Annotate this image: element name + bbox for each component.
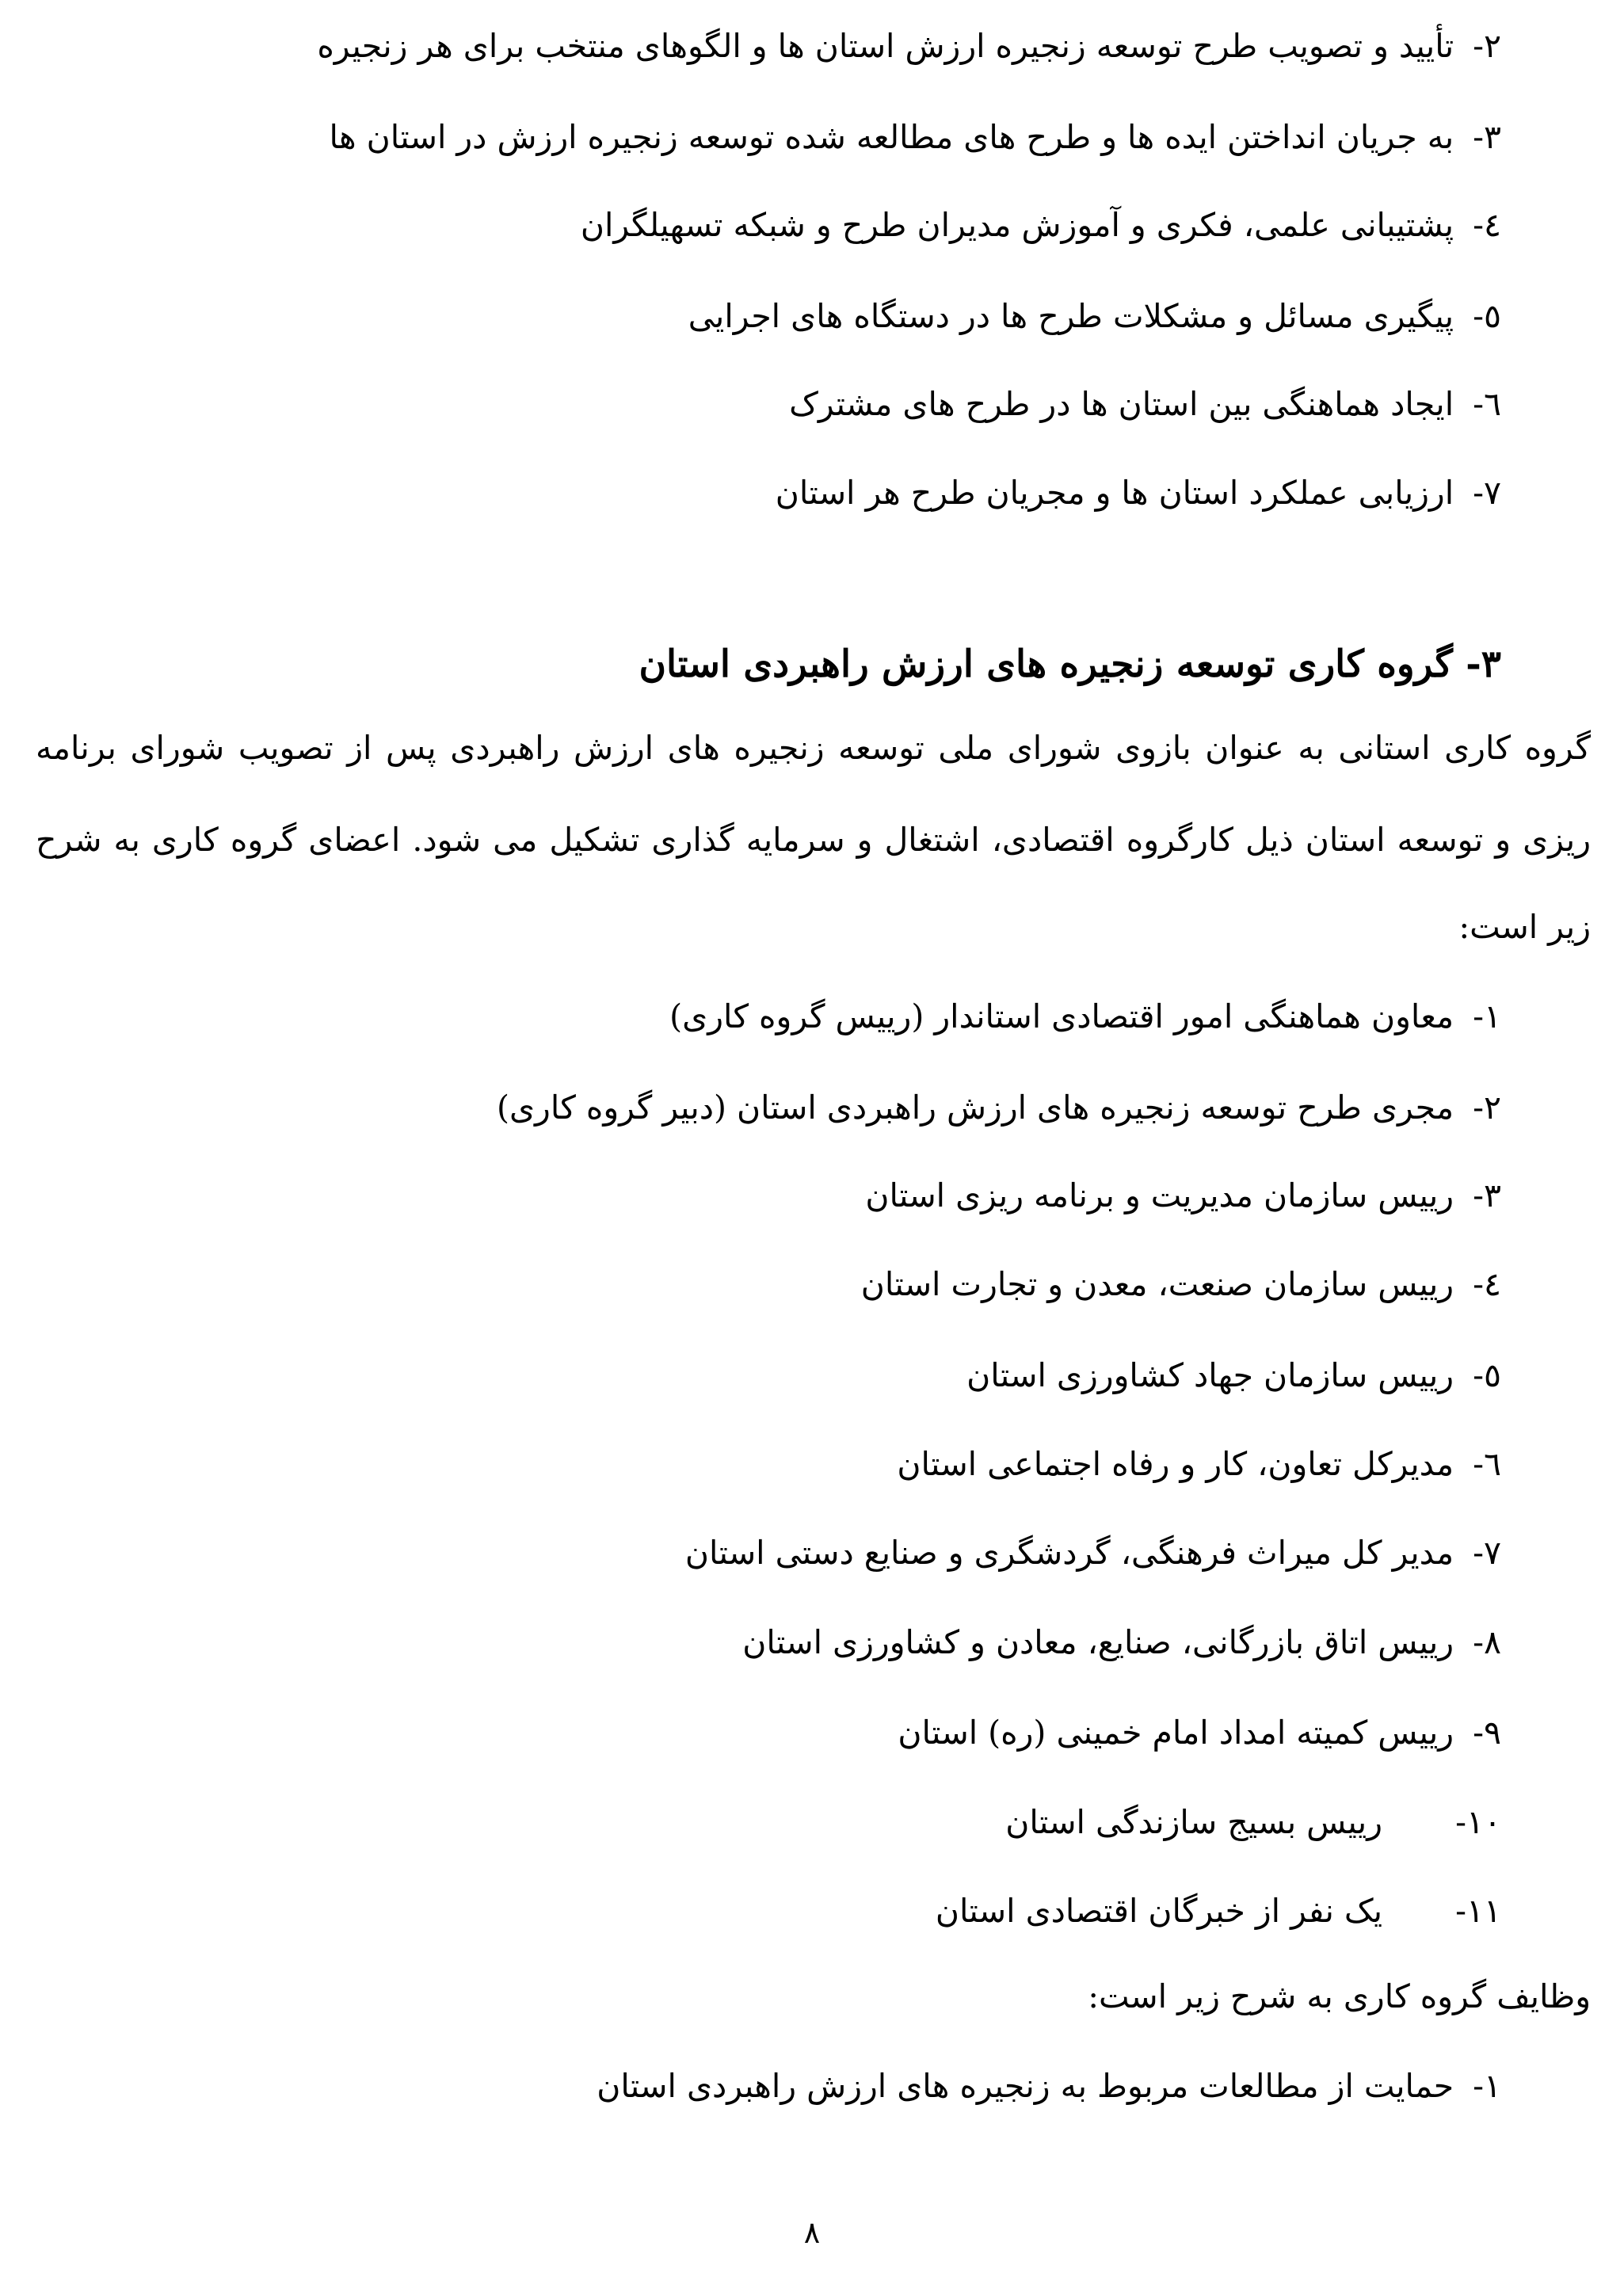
list-item bbox=[685, 1529, 1501, 1577]
list-item bbox=[597, 2062, 1501, 2110]
list-item-text: ایجاد هماهنگی بین استان ها در طرح های مشترک bbox=[789, 385, 1454, 423]
list-item-number: ۱- bbox=[1473, 997, 1501, 1035]
duties-intro: وظایف گروه کاری به شرح زیر است: bbox=[1088, 1977, 1591, 2015]
page-number: ۸ bbox=[803, 2215, 821, 2250]
list-item-text: پشتیبانی علمی، فکری و آموزش مدیران طرح و شبکه تسهیلگران bbox=[580, 206, 1454, 244]
list-item-text: پیگیری مسائل و مشکلات طرح ها در دستگاه های اجرایی bbox=[688, 297, 1454, 335]
list-item-text: مدیر کل میراث فرهنگی، گردشگری و صنایع دستی استان bbox=[684, 1534, 1454, 1572]
list-item-number: ٦- bbox=[1473, 1445, 1501, 1483]
list-item-text: رییس اتاق بازرگانی، صنایع، معادن و کشاورزی استان bbox=[742, 1623, 1454, 1661]
list-item bbox=[1005, 1798, 1501, 1846]
list-item bbox=[497, 1084, 1501, 1131]
list-item-number: ٨- bbox=[1473, 1623, 1501, 1661]
list-item bbox=[789, 380, 1501, 428]
list-item bbox=[897, 1440, 1501, 1488]
list-item-number: ٥- bbox=[1473, 1356, 1501, 1394]
list-item-text: مدیرکل تعاون، کار و رفاه اجتماعی استان bbox=[897, 1445, 1454, 1483]
list-item-text: مجری طرح توسعه زنجیره های ارزش راهبردی استان (دبیر گروه کاری) bbox=[496, 1089, 1454, 1127]
paragraph-line: ریزی و توسعه استان ذیل کارگروه اقتصادی، اشتغال و سرمایه گذاری تشکیل می شود. اعضای گروه کاری به شرح bbox=[36, 821, 1591, 859]
list-item-text: معاون هماهنگی امور اقتصادی استاندار (رییس گروه کاری) bbox=[669, 997, 1454, 1035]
list-item bbox=[776, 469, 1501, 517]
list-item bbox=[581, 201, 1501, 249]
paragraph-line: گروه کاری استانی به عنوان بازوی شورای ملی توسعه زنجیره های ارزش راهبردی پس از تصویب شورای برنامه bbox=[36, 729, 1591, 767]
list-item bbox=[317, 22, 1501, 70]
section-heading: ۳- گروه کاری توسعه زنجیره های ارزش راهبردی استان bbox=[639, 642, 1501, 686]
list-item-text: رییس سازمان صنعت، معدن و تجارت استان bbox=[860, 1265, 1454, 1303]
list-item-number: ٤- bbox=[1473, 206, 1501, 244]
list-item-text: رییس بسیج سازندگی استان bbox=[1005, 1803, 1382, 1841]
list-item-number: ۱۰- bbox=[1455, 1803, 1501, 1841]
list-item bbox=[669, 993, 1501, 1040]
list-item-number: ۱- bbox=[1473, 2067, 1501, 2105]
list-item-text: تأیید و تصویب طرح توسعه زنجیره ارزش استان ها و الگوهای منتخب برای هر زنجیره bbox=[317, 27, 1454, 65]
list-item-text: ارزیابی عملکرد استان ها و مجریان طرح هر استان bbox=[775, 474, 1454, 512]
list-item bbox=[966, 1352, 1501, 1399]
list-item bbox=[861, 1260, 1501, 1308]
list-item-number: ۲- bbox=[1473, 1089, 1501, 1127]
list-item-number: ٧- bbox=[1473, 1534, 1501, 1572]
list-item-number: ۱۱- bbox=[1455, 1892, 1501, 1930]
list-item-number: ٥- bbox=[1473, 297, 1501, 335]
list-item-text: رییس سازمان جهاد کشاورزی استان bbox=[966, 1356, 1454, 1394]
list-item bbox=[936, 1887, 1501, 1935]
list-item-text: رییس سازمان مدیریت و برنامه ریزی استان bbox=[865, 1176, 1454, 1214]
list-item-text: حمایت از مطالعات مربوط به زنجیره های ارزش راهبردی استان bbox=[597, 2067, 1454, 2105]
list-item bbox=[329, 113, 1501, 161]
list-item-text: رییس کمیته امداد امام خمینی (ره) استان bbox=[898, 1714, 1454, 1752]
list-item bbox=[742, 1619, 1501, 1666]
list-item-text: به جریان انداختن ایده ها و طرح های مطالعه شده توسعه زنجیره ارزش در استان ها bbox=[329, 118, 1454, 156]
list-item-number: ۲- bbox=[1473, 27, 1501, 65]
list-item bbox=[688, 292, 1501, 340]
list-item bbox=[865, 1172, 1501, 1219]
list-item-text: یک نفر از خبرگان اقتصادی استان bbox=[935, 1892, 1382, 1930]
list-item bbox=[898, 1709, 1501, 1756]
paragraph-line: زیر است: bbox=[1458, 908, 1591, 946]
list-item-number: ٦- bbox=[1473, 385, 1501, 423]
list-item-number: ٧- bbox=[1473, 474, 1501, 512]
list-item-number: ۳- bbox=[1473, 1176, 1501, 1214]
list-item-number: ۳- bbox=[1473, 118, 1501, 156]
list-item-number: ٤- bbox=[1473, 1265, 1501, 1303]
list-item-number: ٩- bbox=[1473, 1714, 1501, 1752]
